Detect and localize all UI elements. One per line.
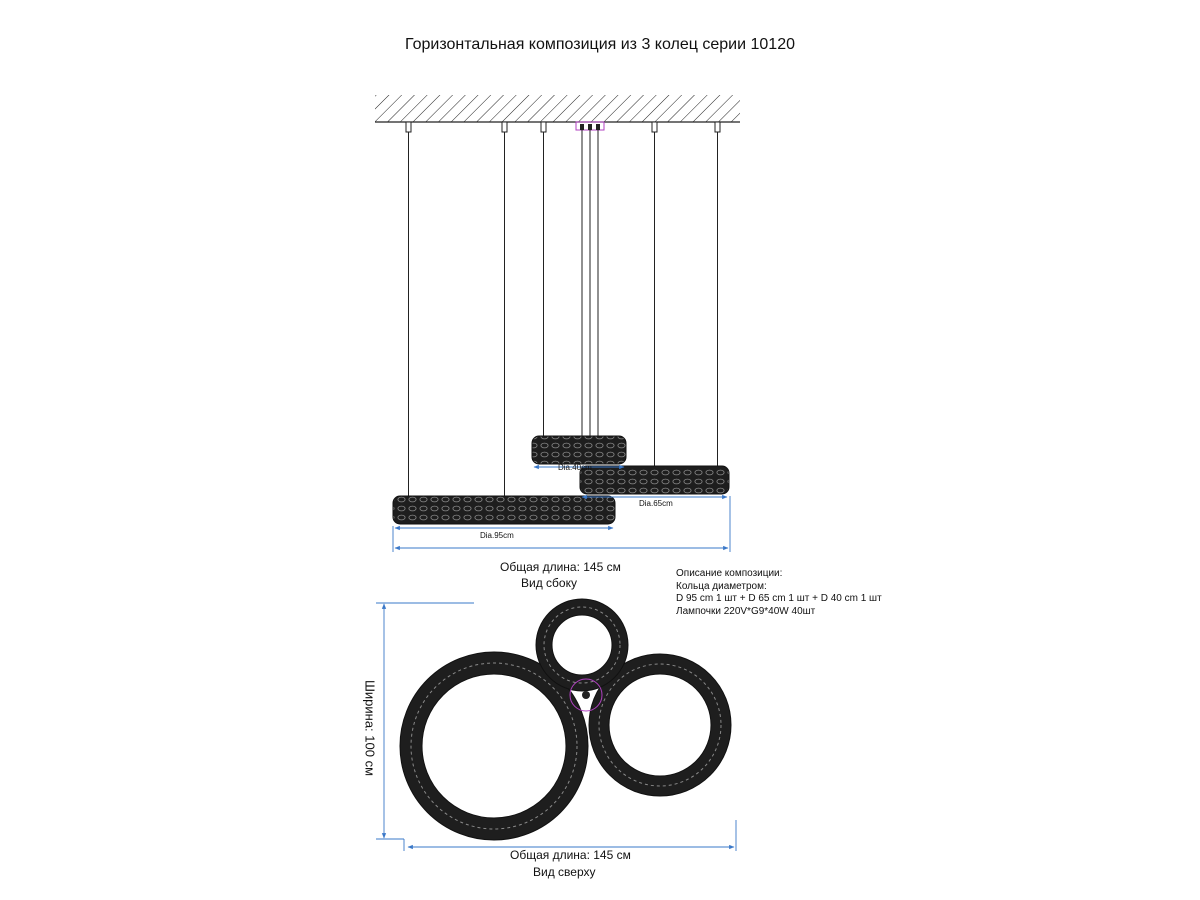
ring-side-40 [532, 436, 626, 464]
side-view-label: Вид сбоку [521, 576, 577, 590]
composition-description [676, 568, 882, 618]
top-view-label: Вид сверху [533, 865, 596, 879]
ring-side-95 [393, 496, 615, 524]
description-line-3: Лампочки 220V*G9*40W 40шт [676, 605, 816, 617]
description-line-1: Кольца диаметром: [676, 580, 767, 592]
ceiling-mounts [406, 122, 720, 132]
top-total-length-label: Общая длина: 145 см [510, 848, 631, 862]
ceiling [375, 95, 740, 122]
dia-95-label: Dia.95cm [480, 531, 514, 540]
description-heading: Описание композиции: [676, 568, 783, 579]
page-title: Горизонтальная композиция из 3 колец серии 10120 [405, 36, 795, 53]
dia-40-label: Dia.40cm [558, 463, 592, 472]
description-line-2: D 95 cm 1 шт + D 65 cm 1 шт + D 40 cm 1 шт [676, 593, 882, 604]
width-label: Ширина: 100 см [362, 679, 378, 777]
dia-65-label: Dia.65cm [639, 499, 673, 508]
side-total-length-label: Общая длина: 145 см [500, 560, 621, 574]
ring-top-40 [536, 599, 628, 691]
center-canopy [576, 122, 604, 130]
ring-side-65 [580, 466, 729, 494]
